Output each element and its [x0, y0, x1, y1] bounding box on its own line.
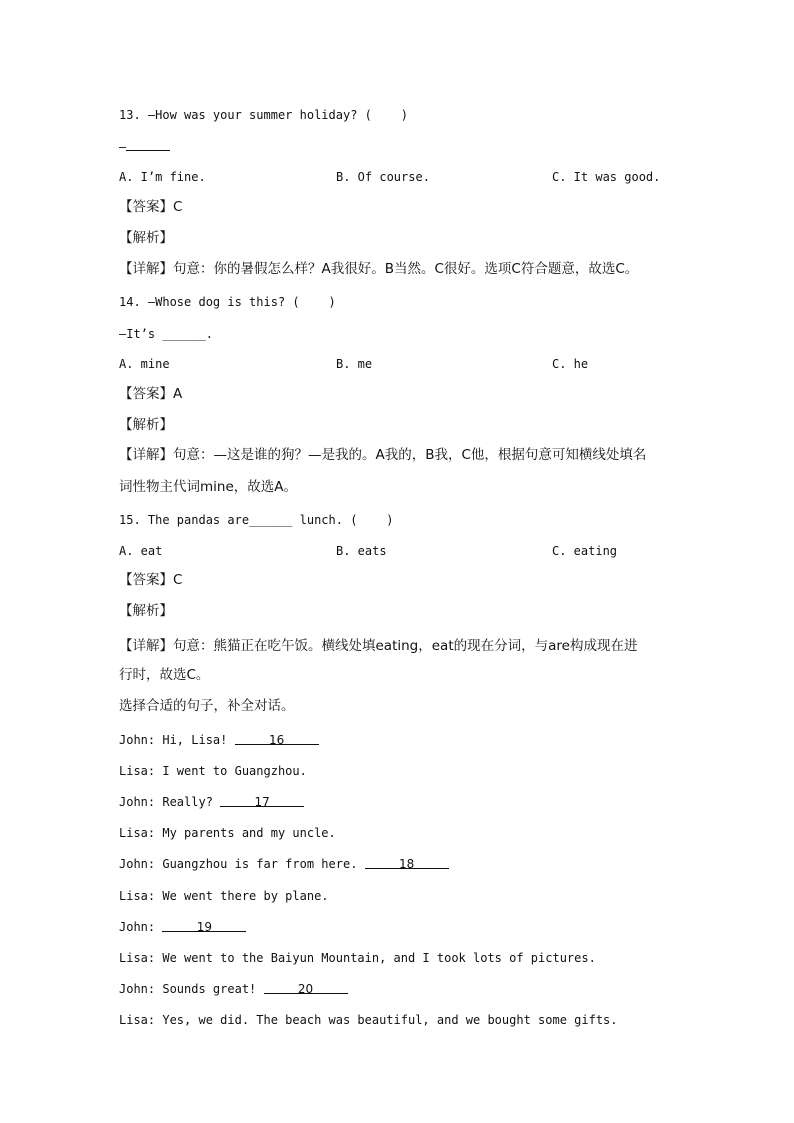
dialogue-line: Lisa: Yes, we did. The beach was beautiful, and we bought some gifts.: [119, 1013, 618, 1027]
dialogue-line: John: Guangzhou is far from here. 18: [119, 856, 449, 872]
q14-detail-line-1: 【详解】句意：—这是谁的狗？—是我的。A我的，B我，C他，根据句意可知横线处填名: [119, 447, 647, 463]
q15-analysis: 【解析】: [119, 603, 173, 619]
q15-detail-line-1: 【详解】句意：熊猫正在吃午饭。横线处填eating，eat的现在分词，与are构成现在进: [119, 638, 638, 654]
dialogue-line: John: 19: [119, 919, 246, 935]
q13-answer-line: —: [119, 138, 170, 155]
dialogue-line: Lisa: I went to Guangzhou.: [119, 764, 307, 778]
q15-option-b: B. eats: [336, 544, 387, 558]
q14-question: 14. —Whose dog is this? ( ): [119, 295, 336, 309]
q14-option-c: C. he: [552, 357, 589, 371]
q15-option-c: C. eating: [552, 544, 618, 558]
dialogue-line: John: Really? 17: [119, 794, 304, 810]
dialogue-blank-17: 17: [220, 794, 304, 807]
q13-option-c: C. It was good.: [552, 170, 661, 184]
q13-question: 13. —How was your summer holiday? ( ): [119, 108, 408, 122]
dialogue-line: John: Sounds great! 20: [119, 981, 348, 997]
q14-answer-line: —It’s ______.: [119, 327, 213, 341]
q14-option-b: B. me: [336, 357, 373, 371]
q13-analysis: 【解析】: [119, 230, 173, 246]
q14-detail-line-2: 词性物主代词mine，故选A。: [119, 479, 297, 495]
dialogue-instruction: 选择合适的句子，补全对话。: [119, 698, 295, 714]
dialogue-blank-16: 16: [235, 732, 319, 745]
dialogue-blank-19: 19: [162, 919, 246, 932]
q15-option-a: A. eat: [119, 544, 163, 558]
q13-option-a: A. I’m fine.: [119, 170, 206, 184]
dialogue-blank-18: 18: [365, 856, 449, 869]
dialogue-line: Lisa: We went there by plane.: [119, 889, 329, 903]
dialogue-blank-20: 20: [264, 981, 348, 994]
dialogue-line: Lisa: My parents and my uncle.: [119, 826, 336, 840]
q15-question: 15. The pandas are______ lunch. ( ): [119, 513, 394, 527]
q15-answer: 【答案】C: [119, 572, 183, 588]
q14-option-a: A. mine: [119, 357, 170, 371]
q13-detail: 【详解】句意：你的暑假怎么样？A我很好。B当然。C很好。选项C符合题意，故选C。: [119, 261, 639, 277]
dialogue-line: John: Hi, Lisa! 16: [119, 732, 319, 748]
dialogue-line: Lisa: We went to the Baiyun Mountain, and I took lots of pictures.: [119, 951, 596, 965]
q14-analysis: 【解析】: [119, 417, 173, 433]
q13-option-b: B. Of course.: [336, 170, 430, 184]
q14-answer: 【答案】A: [119, 386, 183, 402]
q13-answer: 【答案】C: [119, 199, 183, 215]
q15-detail-line-2: 行时，故选C。: [119, 667, 210, 683]
